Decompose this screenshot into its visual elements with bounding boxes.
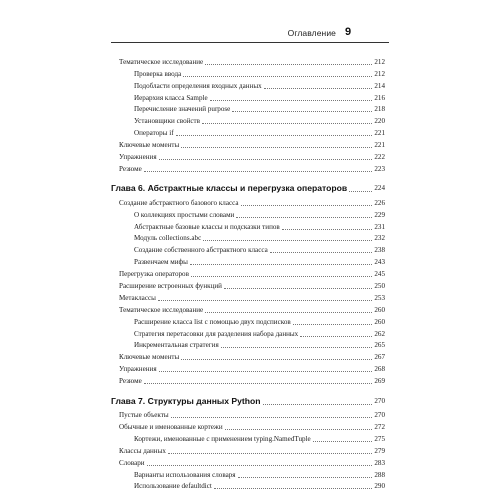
toc-entry: [111, 468, 385, 480]
spacer: [111, 174, 385, 182]
chapter-page: 224: [374, 184, 385, 193]
dot-leader: [158, 300, 372, 301]
toc-entry: [111, 350, 385, 362]
toc-entry: [111, 279, 385, 291]
toc-entry: [111, 103, 385, 115]
toc-entry: [111, 79, 385, 91]
chapter-page: 270: [374, 396, 385, 405]
toc-entry: [111, 327, 385, 339]
dot-leader: [205, 64, 372, 65]
toc-entry-title: Метаклассы: [119, 293, 156, 302]
toc-entry-title: Иерархия класса Sample: [134, 93, 208, 102]
toc-group: [111, 196, 385, 386]
toc-entry-page: 218: [374, 105, 385, 114]
running-header-title: Оглавление: [287, 28, 336, 38]
toc-entry-page: 272: [374, 422, 385, 431]
chapter-title: Глава 6. Абстрактные классы и перегрузка операторов: [111, 183, 348, 194]
toc-entry-title: Проверка ввода: [134, 69, 182, 78]
dot-leader: [144, 171, 373, 172]
toc-entry-page: 220: [374, 117, 385, 126]
toc-entry-page: 216: [374, 93, 385, 102]
dot-leader: [225, 429, 373, 430]
toc-entry: [111, 138, 385, 150]
toc-entry-title: О коллекциях простыми словами: [134, 210, 235, 219]
toc-entry-title: Подобласти определения входных данных: [134, 81, 262, 90]
dot-leader: [210, 100, 373, 101]
toc-entry-page: 232: [374, 234, 385, 243]
toc-entry-page: 269: [374, 377, 385, 386]
toc-entry-title: Пустые объекты: [119, 411, 169, 420]
toc-entry-page: 290: [374, 482, 385, 491]
dot-leader: [183, 76, 372, 77]
toc-entry: [111, 315, 385, 327]
toc-entry: [111, 91, 385, 103]
toc-group: [111, 55, 385, 174]
toc-entry-page: 267: [374, 353, 385, 362]
toc-entry-page: 243: [374, 258, 385, 267]
toc-entry-title: Упражнения: [119, 365, 157, 374]
toc-entry-title: Кортежи, именованные с применением typing.NamedTuple: [134, 434, 311, 443]
toc-entry: [111, 55, 385, 67]
toc-entry-title: Обычные и именованные кортежи: [119, 422, 223, 431]
toc-entry-page: 283: [374, 458, 385, 467]
dot-leader: [313, 441, 373, 442]
dot-leader: [171, 417, 373, 418]
dot-leader: [270, 252, 373, 253]
toc-entry-page: 221: [374, 129, 385, 138]
dot-leader: [282, 229, 373, 230]
toc-entry: [111, 267, 385, 279]
toc-entry-page: 245: [374, 270, 385, 279]
dot-leader: [144, 383, 373, 384]
toc-entry-page: 260: [374, 317, 385, 326]
toc-entry: [111, 408, 385, 420]
toc-entry-page: 231: [374, 222, 385, 231]
toc-entry: [111, 114, 385, 126]
table-of-contents: [111, 55, 385, 491]
toc-entry: [111, 444, 385, 456]
dot-leader: [221, 347, 373, 348]
toc-entry-page: 223: [374, 164, 385, 173]
toc-entry-title: Стратегия перетасовки для разделения набора данных: [134, 329, 299, 338]
dot-leader: [293, 324, 373, 325]
dot-leader: [191, 276, 372, 277]
toc-entry-title: Упражнения: [119, 153, 157, 162]
toc-entry-title: Расширение класса list с помощью двух подсписков: [134, 317, 291, 326]
toc-entry-title: Создание абстрактного базового класса: [119, 198, 239, 207]
toc-entry: [111, 303, 385, 315]
page-header: [0, 0, 500, 60]
dot-leader: [168, 453, 372, 454]
page-number: 9: [345, 26, 352, 38]
toc-entry: [111, 480, 385, 492]
toc-entry-title: Варианты использования словаря: [134, 470, 236, 479]
dot-leader: [238, 477, 373, 478]
toc-entry-title: Ключевые моменты: [119, 141, 180, 150]
dot-leader: [181, 359, 372, 360]
header-divider: [111, 42, 389, 43]
toc-entry-title: Установщики свойств: [134, 117, 201, 126]
dot-leader: [300, 336, 372, 337]
toc-group: [111, 408, 385, 491]
dot-leader: [159, 159, 373, 160]
toc-entry: [111, 374, 385, 386]
toc-entry-page: 268: [374, 365, 385, 374]
dot-leader: [264, 88, 373, 89]
toc-entry-page: 275: [374, 434, 385, 443]
toc-entry: [111, 162, 385, 174]
toc-entry: [111, 243, 385, 255]
toc-entry-page: 229: [374, 210, 385, 219]
dot-leader: [236, 217, 372, 218]
toc-entry-title: Создание собственного абстрактного класса: [134, 246, 268, 255]
toc-entry: [111, 67, 385, 79]
toc-entry-title: Развенчаем мифы: [134, 258, 188, 267]
toc-entry-page: 250: [374, 282, 385, 291]
toc-entry-page: 279: [374, 446, 385, 455]
toc-entry-page: 262: [374, 329, 385, 338]
toc-entry-title: Классы данных: [119, 446, 166, 455]
toc-entry-page: 226: [374, 198, 385, 207]
toc-entry-title: Использование defaultdict: [134, 482, 212, 491]
toc-entry-title: Инкрементальная стратегия: [134, 341, 219, 350]
toc-entry-page: 260: [374, 305, 385, 314]
dot-leader: [232, 111, 372, 112]
toc-entry-title: Модуль collections.abc: [134, 234, 202, 243]
dot-leader: [349, 191, 372, 192]
dot-leader: [176, 135, 373, 136]
chapter-title: Глава 7. Структуры данных Python: [111, 395, 261, 406]
toc-entry: [111, 126, 385, 138]
toc-entry-page: 214: [374, 81, 385, 90]
toc-entry: [111, 196, 385, 208]
toc-entry: [111, 420, 385, 432]
toc-entry-page: 212: [374, 69, 385, 78]
dot-leader: [214, 488, 373, 489]
dot-leader: [241, 205, 373, 206]
dot-leader: [224, 288, 372, 289]
toc-entry-page: 221: [374, 141, 385, 150]
toc-entry-title: Перечисление значений purpose: [134, 105, 231, 114]
toc-entry-page: 253: [374, 293, 385, 302]
toc-entry-title: Расширение встроенных функций: [119, 282, 222, 291]
dot-leader: [159, 371, 373, 372]
dot-leader: [147, 465, 373, 466]
dot-leader: [263, 404, 373, 405]
toc-entry-title: Тематическое исследование: [119, 305, 204, 314]
toc-entry-page: 238: [374, 246, 385, 255]
toc-entry: [111, 339, 385, 351]
toc-entry-page: 270: [374, 411, 385, 420]
dot-leader: [202, 123, 372, 124]
toc-entry: [111, 150, 385, 162]
dot-leader: [203, 240, 372, 241]
toc-entry-title: Перегрузка операторов: [119, 270, 189, 279]
toc-entry: [111, 232, 385, 244]
toc-entry: [111, 220, 385, 232]
toc-entry-page: 212: [374, 57, 385, 66]
toc-entry: [111, 362, 385, 374]
toc-entry: [111, 255, 385, 267]
dot-leader: [181, 147, 372, 148]
toc-entry-title: Ключевые моменты: [119, 353, 180, 362]
toc-entry-title: Операторы if: [134, 129, 174, 138]
toc-entry-title: Абстрактные базовые классы и подсказки типов: [134, 222, 280, 231]
toc-entry-page: 288: [374, 470, 385, 479]
toc-chapter-7: [111, 394, 385, 407]
dot-leader: [205, 312, 372, 313]
toc-entry: [111, 432, 385, 444]
toc-entry: [111, 208, 385, 220]
toc-entry: [111, 456, 385, 468]
toc-entry-title: Резюме: [119, 377, 142, 386]
toc-entry-title: Резюме: [119, 164, 142, 173]
spacer: [111, 386, 385, 394]
toc-entry-title: Словари: [119, 458, 145, 467]
toc-entry: [111, 291, 385, 303]
toc-entry-page: 265: [374, 341, 385, 350]
dot-leader: [190, 264, 372, 265]
toc-entry-page: 222: [374, 153, 385, 162]
toc-entry-title: Тематическое исследование: [119, 57, 204, 66]
toc-chapter-6: [111, 181, 385, 194]
